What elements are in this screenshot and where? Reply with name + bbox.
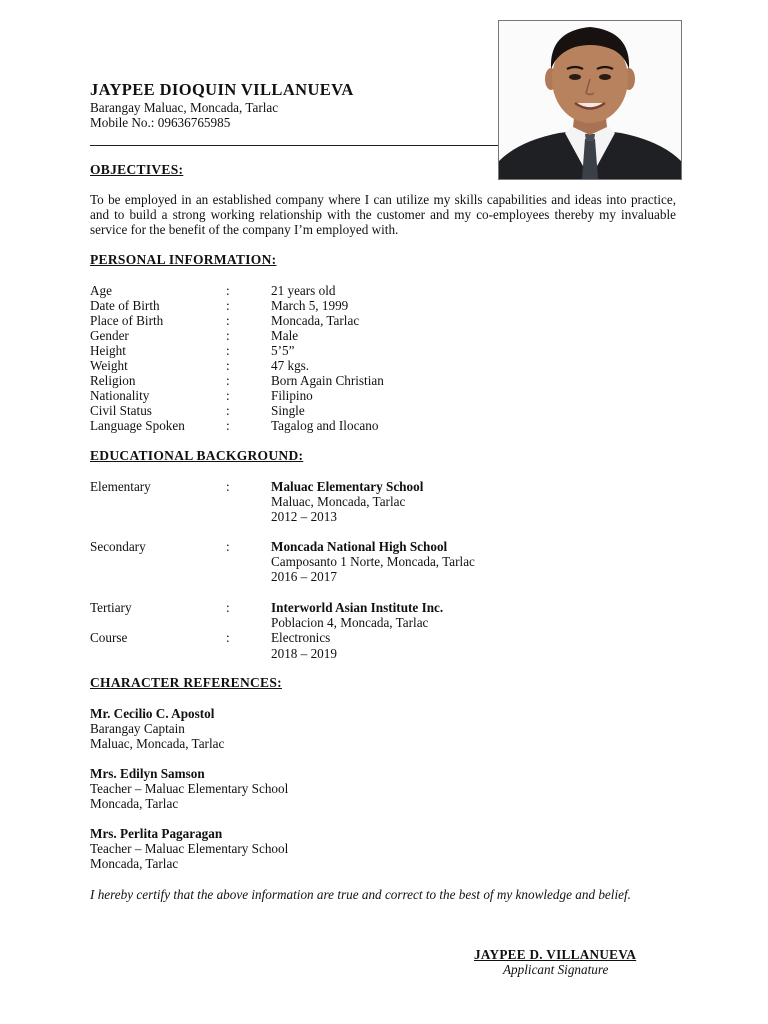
certification-statement: I hereby certify that the above information are true and correct to the best of my knowledge and belief. xyxy=(90,887,631,902)
personal-label: Place of Birth xyxy=(90,313,164,328)
education-school-address: Maluac, Moncada, Tarlac xyxy=(271,494,406,509)
education-school: Interworld Asian Institute Inc. xyxy=(271,600,444,615)
reference-name: Mrs. Edilyn Samson xyxy=(90,766,205,781)
personal-value: 5’5” xyxy=(271,343,295,358)
personal-separator: : xyxy=(226,373,230,388)
personal-separator: : xyxy=(226,343,230,358)
reference-position: Teacher – Maluac Elementary School xyxy=(90,781,289,796)
personal-label: Civil Status xyxy=(90,403,152,418)
personal-value: Born Again Christian xyxy=(271,373,384,388)
applicant-mobile: Mobile No.: 09636765985 xyxy=(90,115,231,130)
education-label: Secondary xyxy=(90,539,146,554)
personal-separator: : xyxy=(226,283,230,298)
reference-name: Mr. Cecilio C. Apostol xyxy=(90,706,215,721)
education-years: 2016 – 2017 xyxy=(271,569,337,584)
personal-value: Filipino xyxy=(271,388,313,403)
personal-value: 47 kgs. xyxy=(271,358,310,373)
signature-caption: Applicant Signature xyxy=(503,962,609,977)
personal-separator: : xyxy=(226,298,230,313)
personal-separator: : xyxy=(226,358,230,373)
personal-label: Language Spoken xyxy=(90,418,185,433)
education-label: Course xyxy=(90,630,128,645)
education-school: Moncada National High School xyxy=(271,539,448,554)
education-course-value: Electronics xyxy=(271,630,331,645)
reference-address: Moncada, Tarlac xyxy=(90,856,179,871)
personal-separator: : xyxy=(226,388,230,403)
education-school-address: Camposanto 1 Norte, Moncada, Tarlac xyxy=(271,554,475,569)
objectives-text: To be employed in an established company where I can utilize my skills capabilities and ideas into practice, and to build a strong working relationship with the customer and my co-employees thereby my invaluable service for the benefit of the company I’m employed with. xyxy=(90,192,676,237)
personal-value: Single xyxy=(271,403,305,418)
applicant-photo xyxy=(498,20,682,180)
education-label: Elementary xyxy=(90,479,151,494)
personal-label: Weight xyxy=(90,358,128,373)
education-separator: : xyxy=(226,630,230,645)
reference-name: Mrs. Perlita Pagaragan xyxy=(90,826,223,841)
reference-position: Teacher – Maluac Elementary School xyxy=(90,841,289,856)
references-heading: CHARACTER REFERENCES: xyxy=(90,675,282,690)
education-years: 2018 – 2019 xyxy=(271,646,337,661)
personal-label: Date of Birth xyxy=(90,298,160,313)
applicant-address: Barangay Maluac, Moncada, Tarlac xyxy=(90,100,279,115)
education-label: Tertiary xyxy=(90,600,132,615)
personal-value: Moncada, Tarlac xyxy=(271,313,360,328)
personal-value: 21 years old xyxy=(271,283,336,298)
personal-separator: : xyxy=(226,403,230,418)
personal-info-heading: PERSONAL INFORMATION: xyxy=(90,252,277,267)
education-separator: : xyxy=(226,600,230,615)
education-school-address: Poblacion 4, Moncada, Tarlac xyxy=(271,615,429,630)
applicant-name: JAYPEE DIOQUIN VILLANUEVA xyxy=(90,80,354,99)
education-school: Maluac Elementary School xyxy=(271,479,424,494)
personal-label: Height xyxy=(90,343,126,358)
reference-address: Maluac, Moncada, Tarlac xyxy=(90,736,225,751)
reference-position: Barangay Captain xyxy=(90,721,185,736)
personal-label: Nationality xyxy=(90,388,150,403)
education-heading: EDUCATIONAL BACKGROUND: xyxy=(90,448,304,463)
personal-label: Religion xyxy=(90,373,136,388)
education-years: 2012 – 2013 xyxy=(271,509,337,524)
personal-value: March 5, 1999 xyxy=(271,298,349,313)
reference-address: Moncada, Tarlac xyxy=(90,796,179,811)
personal-label: Age xyxy=(90,283,112,298)
personal-label: Gender xyxy=(90,328,129,343)
signature-name: JAYPEE D. VILLANUEVA xyxy=(474,947,637,962)
personal-separator: : xyxy=(226,313,230,328)
personal-separator: : xyxy=(226,328,230,343)
education-separator: : xyxy=(226,539,230,554)
objectives-heading: OBJECTIVES: xyxy=(90,162,184,177)
education-separator: : xyxy=(226,479,230,494)
personal-value: Male xyxy=(271,328,299,343)
applicant-portrait-image xyxy=(499,21,681,179)
personal-value: Tagalog and Ilocano xyxy=(271,418,379,433)
header-divider xyxy=(90,145,498,146)
personal-separator: : xyxy=(226,418,230,433)
